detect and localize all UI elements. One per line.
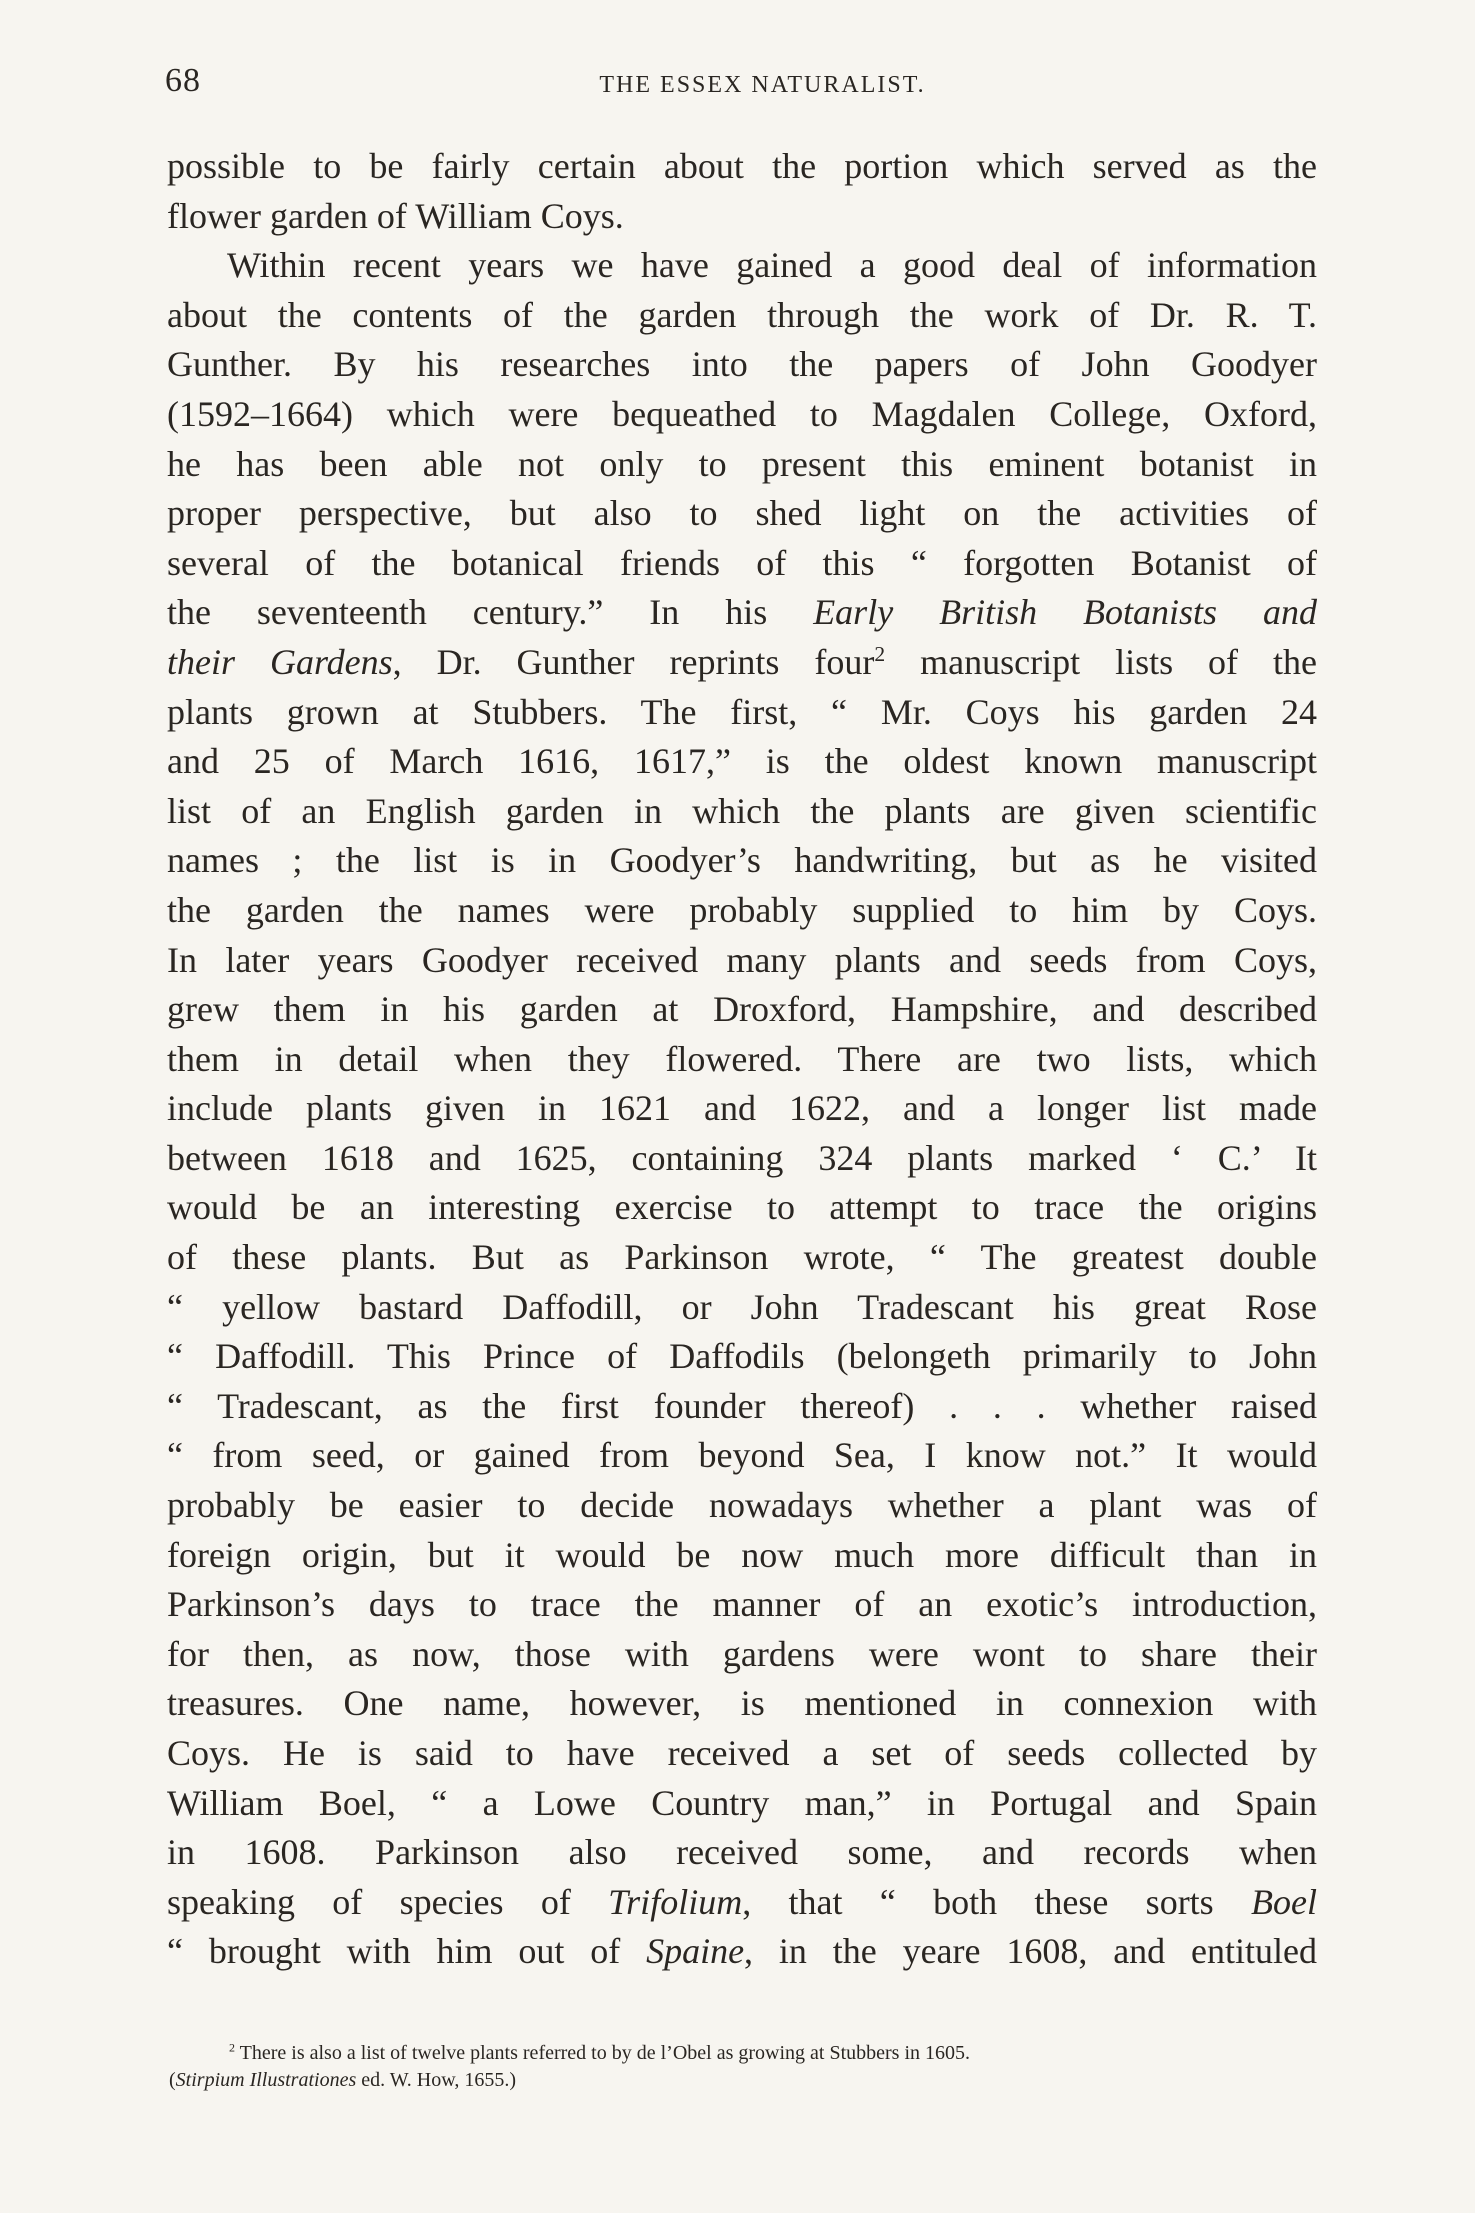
- text-line: “ yellow bastard Daffodill, or John Tradescant his great Rose: [167, 1286, 1317, 1327]
- text-line: list of an English garden in which the plants are given scientific: [167, 790, 1317, 831]
- text-line: flower garden of William Coys.: [167, 195, 624, 236]
- footnote-text: ed. W. How, 1655.): [356, 2069, 517, 2091]
- text-line: of these plants. But as Parkinson wrote, “ The greatest double: [167, 1237, 1317, 1278]
- page-number: 68: [165, 62, 201, 99]
- text-line: would be an interesting exercise to attempt to trace the origins: [167, 1187, 1317, 1228]
- text-line: in 1608. Parkinson also received some, and records when: [167, 1832, 1317, 1873]
- text-segment: manuscript lists of the: [885, 641, 1317, 682]
- text-line: he has been able not only to present this eminent botanist in: [167, 443, 1317, 484]
- text-line: proper perspective, but also to shed light on the activities of: [167, 493, 1317, 534]
- text-segment: , that “ both these sorts: [742, 1881, 1252, 1922]
- text-line: [167, 588, 1317, 638]
- text-line: William Boel, “ a Lowe Country man,” in Portugal and Spain: [167, 1782, 1317, 1823]
- italic-genus: Trifolium: [608, 1881, 743, 1922]
- text-line: include plants given in 1621 and 1622, and a longer list made: [167, 1088, 1317, 1129]
- footnote-line: [167, 2040, 1317, 2067]
- text-segment: , Dr. Gunther reprints four: [392, 641, 875, 682]
- italic-name: Boel: [1251, 1881, 1317, 1922]
- text-line: them in detail when they flowered. There are two lists, which: [167, 1038, 1317, 1079]
- text-line: names ; the list is in Goodyer’s handwriting, but as he visited: [167, 840, 1317, 881]
- text-line: [167, 1927, 1317, 1977]
- text-line: Gunther. By his researches into the papers of John Goodyer: [167, 344, 1317, 385]
- text-line: grew them in his garden at Droxford, Hampshire, and described: [167, 989, 1317, 1030]
- footnote-marker: 2: [229, 2040, 235, 2055]
- text-line: [167, 1878, 1317, 1928]
- text-line: plants grown at Stubbers. The first, “ Mr. Coys his garden 24: [167, 691, 1317, 732]
- text-line: Within recent years we have gained a good deal of information: [227, 245, 1317, 286]
- footnote-line: [167, 2067, 1317, 2094]
- text-line: about the contents of the garden through the work of Dr. R. T.: [167, 294, 1317, 335]
- body-text: [167, 142, 1317, 1977]
- footnote-italic-title: Stirpium Illustrationes: [175, 2069, 357, 2091]
- text-line: the garden the names were probably supplied to him by Coys.: [167, 889, 1317, 930]
- text-segment: , in the yeare 1608, and entituled: [744, 1931, 1317, 1972]
- footnote-text: (: [169, 2069, 176, 2091]
- text-line: Coys. He is said to have received a set of seeds collected by: [167, 1733, 1317, 1773]
- footnote-reference[interactable]: 2: [874, 641, 886, 666]
- text-line: and 25 of March 1616, 1617,” is the oldest known manuscript: [167, 741, 1317, 782]
- text-segment: the seventeenth century.” In his: [167, 592, 814, 633]
- italic-title: their Gardens: [167, 641, 393, 682]
- page-header: [165, 62, 1320, 112]
- text-line: “ from seed, or gained from beyond Sea, I know not.” It would: [167, 1435, 1317, 1476]
- text-line: “ Tradescant, as the first founder thereof) . . . whether raised: [167, 1385, 1317, 1426]
- text-segment: “ brought with him out of: [167, 1931, 647, 1972]
- text-line: (1592–1664) which were bequeathed to Magdalen College, Oxford,: [167, 393, 1317, 434]
- footnote-text: There is also a list of twelve plants referred to by de l’Obel as growing at Stubbers in 1605.: [235, 2042, 971, 2064]
- text-line: for then, as now, those with gardens were wont to share their: [167, 1633, 1317, 1674]
- italic-place: Spaine: [646, 1931, 745, 1972]
- italic-title: Early British Botanists and: [813, 592, 1318, 633]
- text-line: In later years Goodyer received many plants and seeds from Coys,: [167, 939, 1317, 980]
- running-title: THE ESSEX NATURALIST.: [599, 72, 926, 98]
- text-line: “ Daffodill. This Prince of Daffodils (belongeth primarily to John: [167, 1336, 1317, 1377]
- text-line: probably be easier to decide nowadays whether a plant was of: [167, 1485, 1317, 1526]
- text-line: Parkinson’s days to trace the manner of an exotic’s introduction,: [167, 1584, 1317, 1625]
- text-segment: speaking of species of: [167, 1881, 609, 1922]
- text-line: several of the botanical friends of this “ forgotten Botanist of: [167, 542, 1317, 583]
- text-line: [167, 638, 1317, 688]
- text-line: between 1618 and 1625, containing 324 plants marked ‘ C.’ It: [167, 1137, 1317, 1178]
- footnotes: [167, 2040, 1317, 2094]
- text-line: possible to be fairly certain about the portion which served as the: [167, 146, 1317, 186]
- text-line: treasures. One name, however, is mentioned in connexion with: [167, 1683, 1317, 1724]
- text-line: foreign origin, but it would be now much more difficult than in: [167, 1534, 1317, 1575]
